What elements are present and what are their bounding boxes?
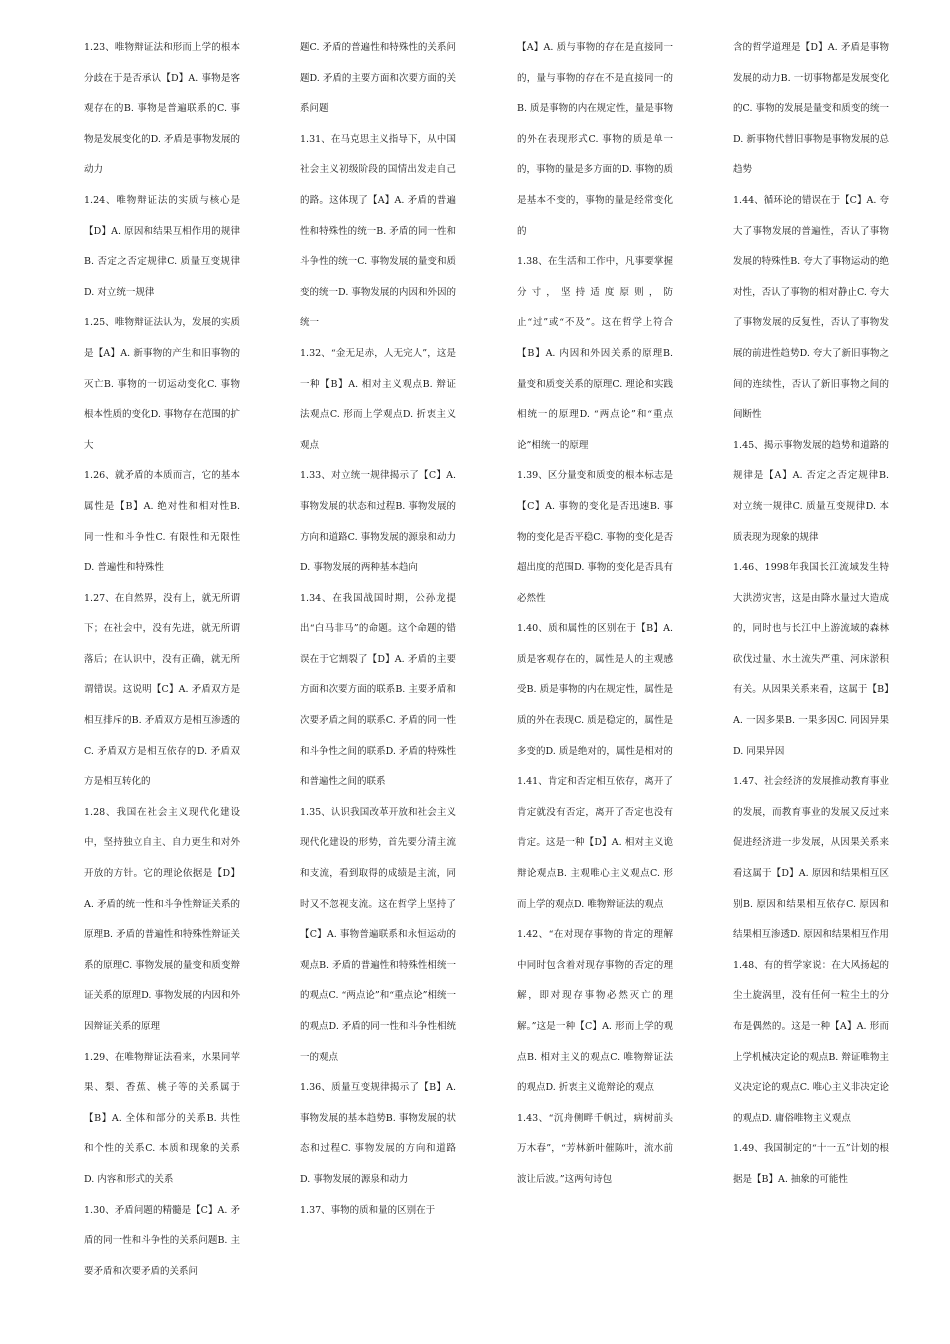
question-paragraph: 1.43、“沉舟侧畔千帆过，病树前头万木春”，“芳林新叶催陈叶，流水前波让后波。”这两句诗包 <box>517 1112 673 1185</box>
text-column-2 <box>300 33 456 1226</box>
question-paragraph: 1.32、“金无足赤，人无完人”，这是一种【B】A. 相对主义观点B. 辩证法观点C. 形而上学观点D. 折衷主义观点 <box>300 347 456 451</box>
question-paragraph: 1.45、揭示事物发展的趋势和道路的规律是【A】A. 否定之否定规律B. 对立统一规律C. 质量互变规律D. 本质表现为现象的规律 <box>733 439 889 543</box>
question-paragraph: 1.30、矛盾问题的精髓是【C】A. 矛盾的同一性和斗争性的关系问题B. 主要矛盾和次要矛盾的关系问 <box>84 1204 240 1277</box>
question-paragraph: 1.42、“在对现存事物的肯定的理解中同时包含着对现存事物的否定的理解，即对现存事物必然灭亡的理解。”这是一种【C】A. 形而上学的观点B. 相对主义的观点C. 唯物辩证法的观点D. 折衷主义诡辩论的观点 <box>517 929 673 1094</box>
question-paragraph: 1.26、就矛盾的本质而言，它的基本属性是【B】A. 绝对性和相对性B. 同一性和斗争性C. 有限性和无限性D. 普遍性和特殊性 <box>84 470 240 574</box>
question-paragraph: 1.49、我国制定的“十一五”计划的根据是【B】A. 抽象的可能性 <box>733 1143 889 1185</box>
text-column-4 <box>733 33 889 1196</box>
question-paragraph: 1.24、唯物辩证法的实质与核心是【D】A. 原因和结果互相作用的规律B. 否定之否定规律C. 质量互变规律D. 对立统一规律 <box>84 194 240 298</box>
question-paragraph: 含的哲学道理是【D】A. 矛盾是事物发展的动力B. 一切事物都是发展变化的C. 事物的发展是量变和质变的统一D. 新事物代替旧事物是事物发展的总趋势 <box>733 42 889 176</box>
question-paragraph: 1.37、事物的质和量的区别在于 <box>300 1204 436 1216</box>
question-paragraph: 1.35、认识我国改革开放和社会主义现代化建设的形势，首先要分清主流和支流，看到取得的成绩是主流，同时又不忽视支流。这在哲学上坚持了【C】A. 事物普遍联系和永恒运动的观点B. 矛盾的普遍性和特殊性相统一的观点C. “两点论”和“重点论”相统一的观点D. 矛盾的同一性和斗争性相统一的观点 <box>300 806 456 1063</box>
question-paragraph: 1.40、质和属性的区别在于【B】A. 质是客观存在的，属性是人的主观感受B. 质是事物的内在规定性，属性是质的外在表现C. 质是稳定的，属性是多变的D. 质是绝对的，属性是相对的 <box>517 623 673 757</box>
question-paragraph: 1.25、唯物辩证法认为，发展的实质是【A】A. 新事物的产生和旧事物的灭亡B. 事物的一切运动变化C. 事物根本性质的变化D. 事物存在范围的扩大 <box>84 317 240 451</box>
question-paragraph: 1.47、社会经济的发展推动教育事业的发展，而教育事业的发展又反过来促进经济进一步发展，从因果关系来看这属于【D】A. 原因和结果相互区别B. 原因和结果相互依存C. 原因和结果相互渗透D. 原因和结果相互作用 <box>733 776 889 941</box>
question-paragraph: 1.38、在生活和工作中，凡事要掌握分寸，坚持适度原则，防止“过”或“不及”。这在哲学上符合【B】A. 内因和外因关系的原理B. 量变和质变关系的原理C. 理论和实践相统一的原理D. “两点论”和“重点论”相统一的原理 <box>517 256 673 451</box>
question-paragraph: 1.33、对立统一规律揭示了【C】A. 事物发展的状态和过程B. 事物发展的方向和道路C. 事物发展的源泉和动力D. 事物发展的两种基本趋向 <box>300 470 456 574</box>
question-paragraph: 1.39、区分量变和质变的根本标志是【C】A. 事物的变化是否迅速B. 事物的变化是否平稳C. 事物的变化是否超出度的范围D. 事物的变化是否具有必然性 <box>517 470 673 604</box>
question-paragraph: 【A】A. 质与事物的存在是直接同一的，量与事物的存在不是直接同一的B. 质是事物的内在规定性，量是事物的外在表现形式C. 事物的质是单一的，事物的量是多方面的D. 事物的质是基本不变的，事物的量是经常变化的 <box>517 42 673 237</box>
question-paragraph: 1.31、在马克思主义指导下，从中国社会主义初级阶段的国情出发走自己的路。这体现了【A】A. 矛盾的普遍性和特殊性的统一B. 矛盾的同一性和斗争性的统一C. 事物发展的量变和质变的统一D. 事物发展的内因和外因的统一 <box>300 133 456 329</box>
question-paragraph: 1.36、质量互变规律揭示了【B】A. 事物发展的基本趋势B. 事物发展的状态和过程C. 事物发展的方向和道路D. 事物发展的源泉和动力 <box>300 1082 456 1185</box>
question-paragraph: 1.28、我国在社会主义现代化建设中，坚持独立自主、自力更生和对外开放的方针。它的理论依据是【D】A. 矛盾的统一性和斗争性辩证关系的原理B. 矛盾的普遍性和特殊性辩证关系的原理C. 事物发展的量变和质变辩证关系的原理D. 事物发展的内因和外因辩证关系的原理 <box>84 806 240 1032</box>
question-paragraph: 1.23、唯物辩证法和形而上学的根本分歧在于是否承认【D】A. 事物是客观存在的B. 事物是普遍联系的C. 事物是发展变化的D. 矛盾是事物发展的动力 <box>84 42 240 176</box>
question-paragraph: 1.27、在自然界，没有上，就无所谓下；在社会中，没有先进，就无所谓落后；在认识中，没有正确，就无所谓错误。这说明【C】A. 矛盾双方是相互排斥的B. 矛盾双方是相互渗透的C. 矛盾双方是相互依存的D. 矛盾双方是相互转化的 <box>84 592 240 788</box>
question-paragraph: 1.29、在唯物辩证法看来，水果同苹果、梨、香蕉、桃子等的关系属于【B】A. 全体和部分的关系B. 共性和个性的关系C. 本质和现象的关系D. 内容和形式的关系 <box>84 1051 240 1185</box>
question-paragraph: 1.41、肯定和否定相互依存，离开了肯定就没有否定，离开了否定也没有肯定。这是一种【D】A. 相对主义诡辩论观点B. 主观唯心主义观点C. 形而上学的观点D. 唯物辩证法的观点 <box>517 776 673 910</box>
question-paragraph: 1.44、循环论的错误在于【C】A. 夸大了事物发展的普遍性，否认了事物发展的特殊性B. 夸大了事物运动的绝对性，否认了事物的相对静止C. 夸大了事物发展的反复性，否认了事物发展的前进性趋势D. 夸大了新旧事物之间的连续性，否认了新旧事物之间的间断性 <box>733 194 889 421</box>
question-paragraph: 1.46、1998年我国长江流域发生特大洪涝灾害，这是由降水量过大造成的，同时也与长江中上游流域的森林砍伐过量、水土流失严重、河床淤积有关。从因果关系来看，这属于【B】A. 一因多果B. 一果多因C. 同因异果D. 同果异因 <box>733 562 889 757</box>
question-paragraph: 1.34、在我国战国时期，公孙龙提出“白马非马”的命题。这个命题的错误在于它割裂了【D】A. 矛盾的主要方面和次要方面的联系B. 主要矛盾和次要矛盾之间的联系C. 矛盾的同一性和斗争性之间的联系D. 矛盾的特殊性和普遍性之间的联系 <box>300 592 456 788</box>
question-paragraph: 1.48、有的哲学家说：在大风扬起的尘土旋涡里，没有任何一粒尘土的分布是偶然的。这是一种【A】A. 形而上学机械决定论的观点B. 辩证唯物主义决定论的观点C. 唯心主义非决定论的观点D. 庸俗唯物主义观点 <box>733 959 889 1124</box>
text-column-3 <box>517 33 673 1196</box>
question-paragraph: 题C. 矛盾的普遍性和特殊性的关系问题D. 矛盾的主要方面和次要方面的关系问题 <box>300 42 456 115</box>
text-column-1 <box>84 33 240 1287</box>
